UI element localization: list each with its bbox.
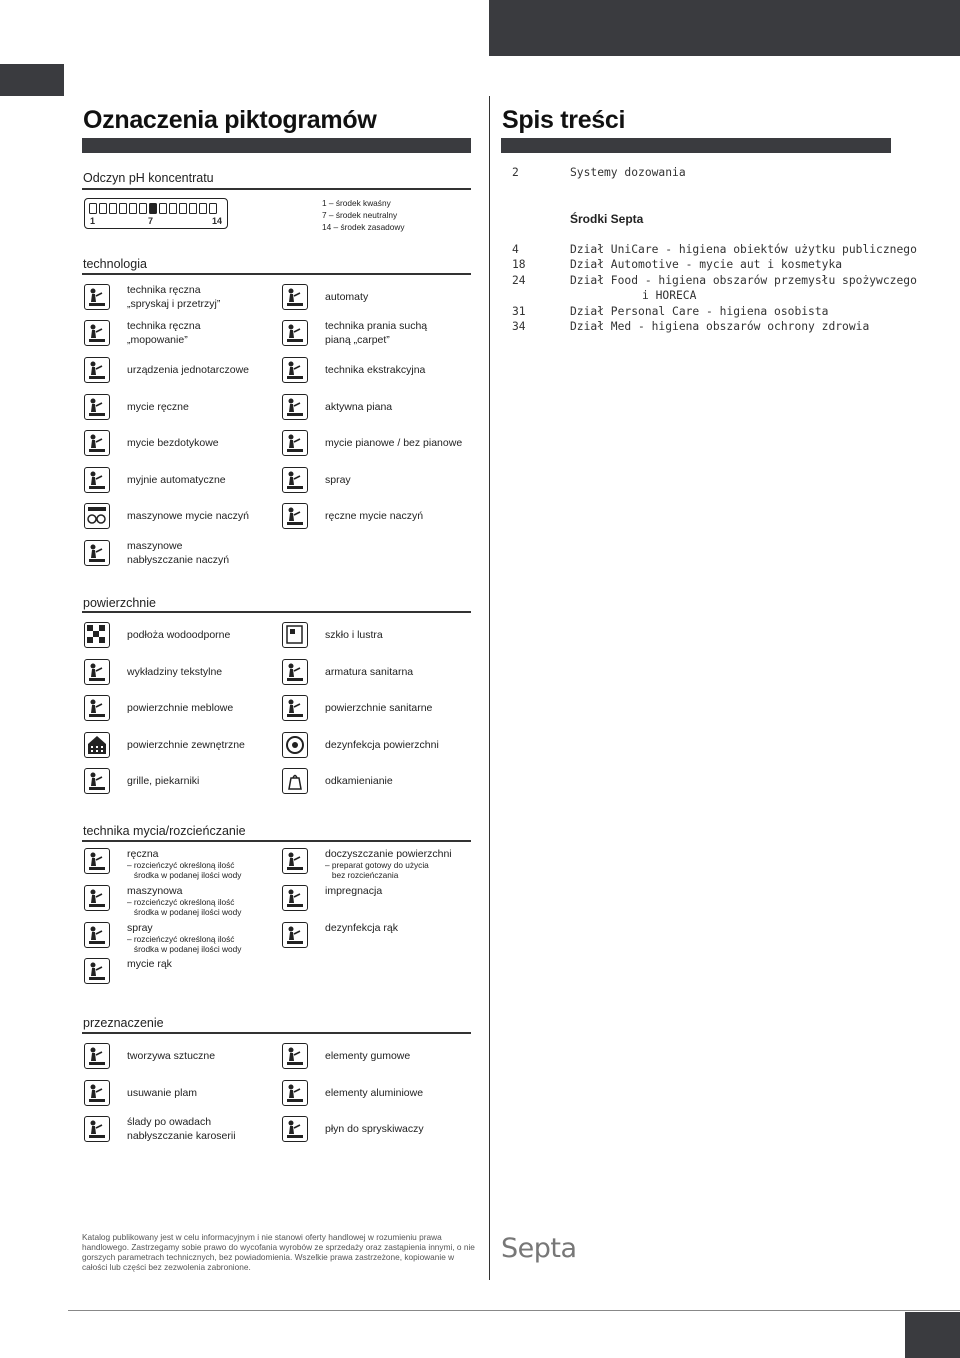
tech-label: technika prania suchą pianą „carpet” — [325, 320, 428, 346]
automat-icon — [282, 284, 308, 310]
spray-dilution-icon — [84, 922, 110, 948]
spray-wipe-icon — [84, 284, 110, 310]
hand-dish-icon — [282, 503, 308, 529]
technika-title: maszynowa — [127, 885, 183, 897]
mop-icon — [84, 320, 110, 346]
ph-segment — [129, 203, 137, 214]
use-label: płyn do spryskiwaczy — [325, 1123, 424, 1135]
powierzchnie-heading: powierzchnie — [83, 596, 156, 610]
technika-title: dezynfekcja rąk — [325, 922, 398, 934]
ph-label-7: 7 — [148, 216, 154, 226]
ph-heading: Odczyn pH koncentratu — [83, 171, 214, 185]
technologia-rule — [82, 273, 471, 275]
tech-label: mycie bezdotykowe — [127, 437, 219, 449]
technika-title: ręczna — [127, 848, 159, 860]
tech-label: mycie pianowe / bez pianowe — [325, 437, 463, 449]
bottom-right-block — [905, 1312, 960, 1358]
toc-page: 4 — [512, 243, 519, 256]
dishwasher-icon — [84, 503, 110, 529]
hand-wash-car-icon — [84, 394, 110, 420]
tech-label: ręczne mycie naczyń — [325, 510, 424, 522]
toc-page-dosing: 2 — [512, 166, 519, 179]
plastics-icon — [84, 1043, 110, 1069]
toc-page: 24 — [512, 274, 526, 287]
ph-rule — [82, 188, 471, 190]
technika-desc: – rozcieńczyć określoną ilość środka w podanej ilości wody — [127, 934, 242, 954]
kettle-icon — [282, 768, 308, 794]
disclaimer: Katalog publikowany jest w celu informacyjnym i nie stanowi oferty handlowej w rozumieniu prawa handlowego. Zastrzegamy sobie prawo do wycofania wyrobów ze sprzedaży oraz zastąpienia innymi, o nie gorszych parametrach technicznych, bez powiadomienia. Wszelkie prawa zastrzeżone, kopiowanie w całości lub części bez zezwolenia zabronione. — [82, 1232, 475, 1272]
technika-title: spray — [127, 922, 153, 934]
insects-icon — [84, 1116, 110, 1142]
ph-segment — [119, 203, 127, 214]
ph-segment — [159, 203, 167, 214]
technika-desc: – rozcieńczyć określoną ilość środka w podanej ilości wody — [127, 897, 242, 917]
ready-to-use-icon — [282, 848, 308, 874]
surface-label: wykładziny tekstylne — [127, 666, 223, 678]
ph-segment — [99, 203, 107, 214]
toc-entry[interactable]: Dział Automotive - mycie aut i kosmetyka — [570, 258, 843, 271]
tech-label: maszynowe nabłyszczanie naczyń — [127, 540, 230, 566]
glass-icon — [282, 622, 308, 648]
przeznaczenie-rule — [82, 1032, 471, 1034]
surface-label: grille, piekarniki — [127, 775, 200, 787]
surface-label: powierzchnie meblowe — [127, 702, 234, 714]
toc-entry[interactable]: Dział Med - higiena obszarów ochrony zdrowia — [570, 320, 870, 333]
toc-entry[interactable]: Dział Food - higiena obszarów przemysłu spożywczego — [570, 274, 917, 287]
ph-legend-alkaline: 14 – środek zasadowy — [322, 222, 405, 232]
use-label: elementy gumowe — [325, 1050, 411, 1062]
ph-segment — [199, 203, 207, 214]
toc-entry[interactable]: Dział Personal Care - higiena osobista — [570, 305, 829, 318]
toc-title-bar — [501, 138, 891, 153]
surface-label: dezynfekcja powierzchni — [325, 739, 439, 751]
ph-segment — [209, 203, 217, 214]
surface-label: szkło i lustra — [325, 629, 383, 641]
przeznaczenie-heading: przeznaczenie — [83, 1016, 164, 1030]
use-label: elementy aluminiowe — [325, 1087, 424, 1099]
building-facade-icon — [84, 732, 110, 758]
hand-wash-icon — [84, 958, 110, 984]
tech-label: myjnie automatyczne — [127, 474, 226, 486]
stain-removal-icon — [84, 1080, 110, 1106]
toc-entry[interactable]: Dział UniCare - higiena obiektów użytku publicznego — [570, 243, 917, 256]
ph-segment — [139, 203, 147, 214]
technika-desc: – rozcieńczyć określoną ilość środka w podanej ilości wody — [127, 860, 242, 880]
toc-page: 18 — [512, 258, 526, 271]
title-bar — [82, 138, 471, 153]
page-title: Oznaczenia piktogramów — [83, 106, 377, 134]
use-label: ślady po owadach nabłyszczanie karoserii — [127, 1116, 236, 1142]
disinfection-icon — [282, 732, 308, 758]
spray-bottle-icon — [282, 467, 308, 493]
left-dark-block — [0, 64, 64, 96]
ph-label-1: 1 — [90, 216, 96, 226]
ph-label-14: 14 — [212, 216, 223, 226]
technika-desc: – preparat gotowy do użycia bez rozcieńczania — [325, 860, 429, 880]
ph-segment — [89, 203, 97, 214]
dry-foam-icon — [282, 320, 308, 346]
technika-title: mycie rąk — [127, 958, 172, 970]
tiles-floor-icon — [84, 622, 110, 648]
ph-segment — [189, 203, 197, 214]
impregnation-icon — [282, 885, 308, 911]
machine-dilution-icon — [84, 885, 110, 911]
technika-title: impregnacja — [325, 885, 383, 897]
use-label: tworzywa sztuczne — [127, 1050, 216, 1062]
grill-icon — [84, 768, 110, 794]
furniture-icon — [84, 695, 110, 721]
column-divider — [489, 96, 490, 1280]
tech-label: technika ręczna „mopowanie” — [127, 320, 201, 346]
surface-label: powierzchnie sanitarne — [325, 702, 433, 714]
manual-dilution-icon — [84, 848, 110, 874]
hand-disinfection-icon — [282, 922, 308, 948]
tech-label: maszynowe mycie naczyń — [127, 510, 249, 522]
active-foam-icon — [282, 394, 308, 420]
toc-page: 31 — [512, 305, 526, 318]
toc-title: Spis treści — [502, 106, 626, 134]
toc-entry: i HORECA — [642, 289, 697, 302]
bottom-rule — [68, 1310, 960, 1311]
ph-segment — [109, 203, 117, 214]
surface-label: podłoża wodoodporne — [127, 629, 231, 641]
tech-label: technika ręczna „spryskaj i przetrzyj” — [127, 284, 221, 310]
ph-legend-neutral: 7 – środek neutralny — [322, 210, 398, 220]
rinse-aid-icon — [84, 540, 110, 566]
tech-label: mycie ręczne — [127, 401, 189, 413]
ph-scale — [84, 198, 228, 229]
tech-label: automaty — [325, 291, 369, 303]
technika-title: doczyszczanie powierzchni — [325, 848, 452, 860]
toc-page: 34 — [512, 320, 526, 333]
sanitary-fittings-icon — [282, 659, 308, 685]
bathtub-icon — [282, 695, 308, 721]
rubber-icon — [282, 1043, 308, 1069]
ph-segment-active — [149, 203, 157, 214]
carpet-icon — [84, 659, 110, 685]
ph-segment — [169, 203, 177, 214]
tech-label: spray — [325, 474, 351, 486]
tech-label: urządzenia jednotarczowe — [127, 364, 249, 376]
technika-heading: technika mycia/rozcieńczanie — [83, 824, 246, 838]
tech-label: technika ekstrakcyjna — [325, 364, 426, 376]
foam-wash-icon — [282, 430, 308, 456]
surface-label: odkamienianie — [325, 775, 393, 787]
car-wash-icon — [84, 467, 110, 493]
ph-legend-acid: 1 – środek kwaśny — [322, 198, 391, 208]
extraction-icon — [282, 357, 308, 383]
technika-rule — [82, 840, 471, 842]
use-label: usuwanie plam — [127, 1087, 198, 1099]
tech-label: aktywna piana — [325, 401, 393, 413]
septa-logo: Septa — [501, 1233, 577, 1264]
powierzchnie-rule — [82, 611, 471, 613]
toc-label-dosing[interactable]: Systemy dozowania — [570, 166, 686, 179]
technologia-heading: technologia — [83, 257, 147, 271]
ph-segment — [179, 203, 187, 214]
toc-group-heading: Środki Septa — [570, 212, 644, 226]
surface-label: powierzchnie zewnętrzne — [127, 739, 245, 751]
washer-fluid-icon — [282, 1116, 308, 1142]
floor-machine-icon — [84, 357, 110, 383]
top-dark-bar — [489, 0, 960, 56]
touchless-wash-icon — [84, 430, 110, 456]
ph-legend — [322, 197, 405, 233]
surface-label: armatura sanitarna — [325, 666, 414, 678]
aluminium-icon — [282, 1080, 308, 1106]
